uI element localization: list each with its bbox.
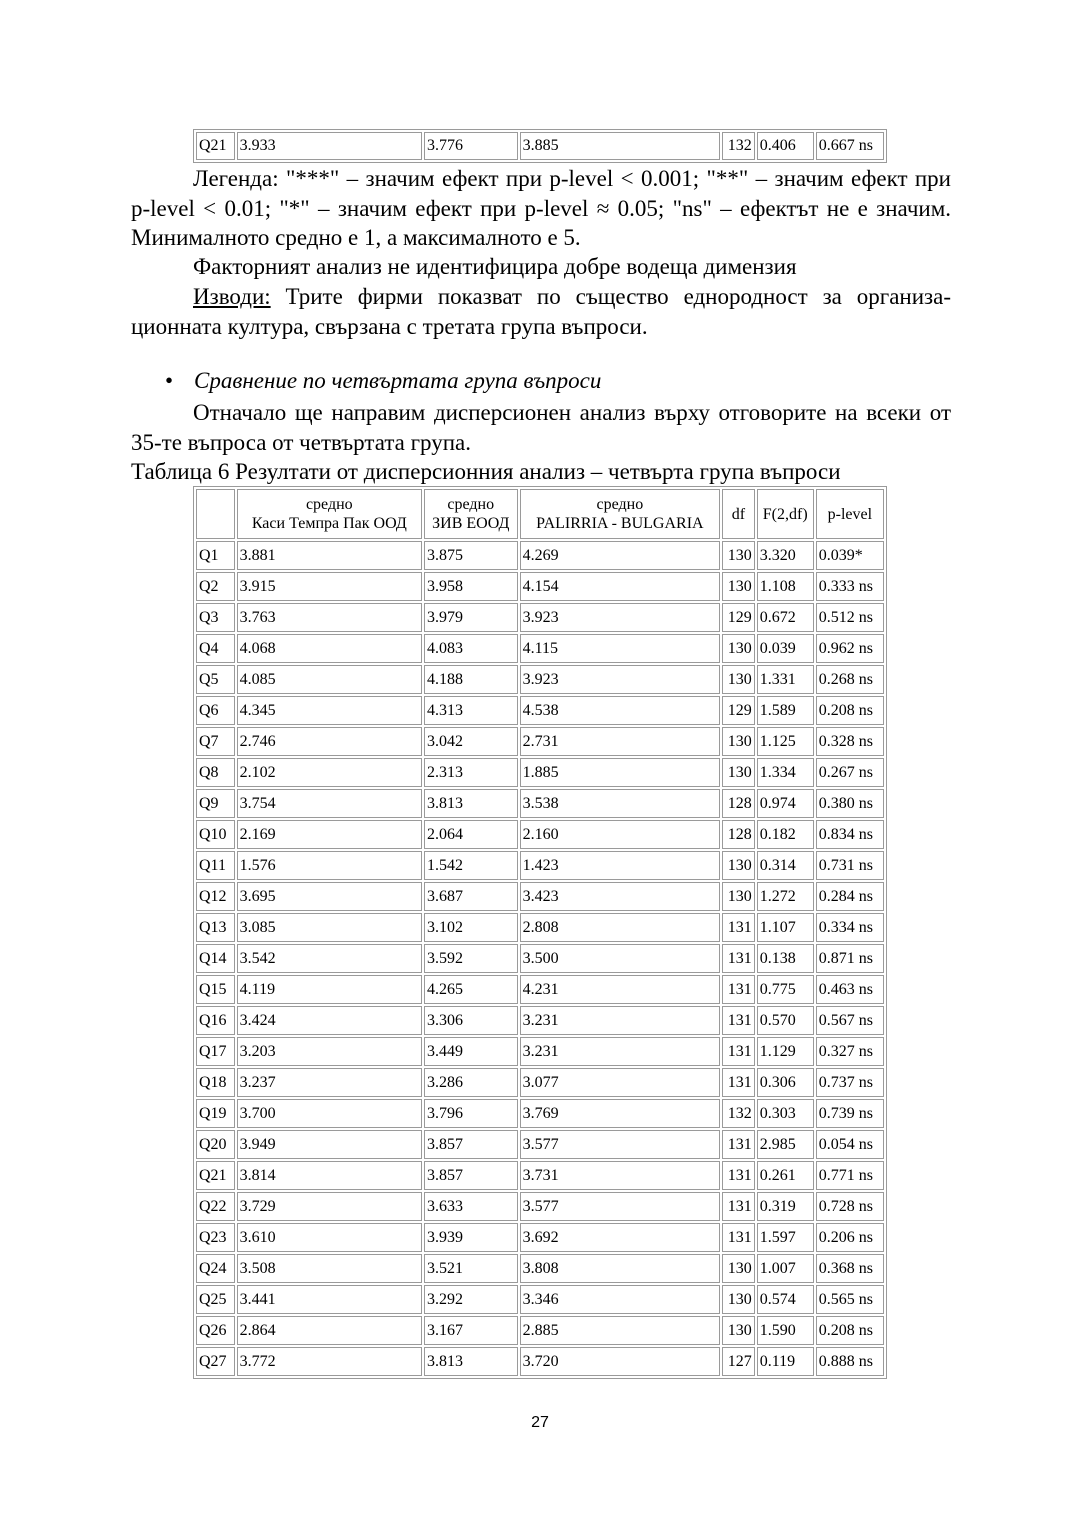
f-value-cell: 0.574 xyxy=(757,1285,814,1314)
table-row xyxy=(196,1099,884,1128)
mean-ziv-cell: 3.939 xyxy=(424,1223,518,1252)
p-level-cell: 0.771 ns xyxy=(816,1161,884,1190)
question-cell: Q1 xyxy=(196,541,235,570)
mean-palirria-cell: 4.269 xyxy=(520,541,721,570)
p-level-cell: 0.284 ns xyxy=(816,882,884,911)
p-level-cell: 0.962 ns xyxy=(816,634,884,663)
mean-palirria-header xyxy=(520,489,721,539)
f-value-cell: 0.775 xyxy=(757,975,814,1004)
header-line: PALIRRIA - BULGARIA xyxy=(536,515,704,532)
df-cell: 130 xyxy=(722,1316,755,1345)
question-cell: Q27 xyxy=(196,1347,235,1376)
factor-note-paragraph xyxy=(131,252,951,282)
p-level-cell: 0.328 ns xyxy=(816,727,884,756)
mean-kasi-tempra-header xyxy=(237,489,422,539)
table-row xyxy=(196,1006,884,1035)
p-level-cell: 0.667 ns xyxy=(816,132,884,160)
table-row xyxy=(196,913,884,942)
mean-ziv-cell: 3.292 xyxy=(424,1285,518,1314)
df-cell: 130 xyxy=(722,882,755,911)
df-cell: 128 xyxy=(722,789,755,818)
table-header-row xyxy=(196,489,884,539)
factor-note-text: Факторният анализ не идентифицира добре водеща димензия xyxy=(193,254,797,279)
question-cell: Q15 xyxy=(196,975,235,1004)
question-cell: Q11 xyxy=(196,851,235,880)
mean-palirria-cell: 4.154 xyxy=(520,572,721,601)
mean-kasi-tempra-cell: 4.085 xyxy=(237,665,422,694)
mean-palirria-cell: 3.423 xyxy=(520,882,721,911)
table-row xyxy=(196,1347,884,1376)
mean-ziv-cell: 3.813 xyxy=(424,789,518,818)
mean-ziv-header xyxy=(424,489,518,539)
mean-ziv-cell: 3.102 xyxy=(424,913,518,942)
mean-kasi-tempra-cell: 3.203 xyxy=(237,1037,422,1066)
mean-kasi-tempra-cell: 3.729 xyxy=(237,1192,422,1221)
mean-ziv-cell: 3.979 xyxy=(424,603,518,632)
p-level-cell: 0.463 ns xyxy=(816,975,884,1004)
df-cell: 130 xyxy=(722,758,755,787)
mean-palirria-cell: 4.115 xyxy=(520,634,721,663)
header-line: средно xyxy=(305,496,353,513)
df-cell: 132 xyxy=(722,1099,755,1128)
df-cell: 131 xyxy=(722,1161,755,1190)
f-value-cell: 1.272 xyxy=(757,882,814,911)
question-cell: Q3 xyxy=(196,603,235,632)
p-level-cell: 0.039* xyxy=(816,541,884,570)
df-cell: 131 xyxy=(722,1037,755,1066)
mean-ziv-cell: 3.042 xyxy=(424,727,518,756)
mean-palirria-cell: 3.769 xyxy=(520,1099,721,1128)
mean-palirria-cell: 3.231 xyxy=(520,1006,721,1035)
table-row xyxy=(196,634,884,663)
df-cell: 132 xyxy=(722,132,755,160)
header-line: Каси Темпра Пак ООД xyxy=(251,515,407,532)
table-row xyxy=(196,1192,884,1221)
table-row xyxy=(196,603,884,632)
header-line: ЗИВ ЕООД xyxy=(432,515,510,532)
table-row xyxy=(196,665,884,694)
df-cell: 131 xyxy=(722,944,755,973)
f-value-cell: 0.319 xyxy=(757,1192,814,1221)
f-value-cell: 0.138 xyxy=(757,944,814,973)
table-row xyxy=(196,975,884,1004)
table-row xyxy=(196,1037,884,1066)
df-cell: 131 xyxy=(722,1223,755,1252)
p-level-cell: 0.739 ns xyxy=(816,1099,884,1128)
table-row xyxy=(196,789,884,818)
mean-palirria-cell: 3.077 xyxy=(520,1068,721,1097)
mean-kasi-tempra-cell: 3.754 xyxy=(237,789,422,818)
blank-header xyxy=(196,489,235,539)
mean-ziv-cell: 3.875 xyxy=(424,541,518,570)
mean-ziv-cell: 3.521 xyxy=(424,1254,518,1283)
table-row xyxy=(196,882,884,911)
f-value-cell: 0.406 xyxy=(757,132,814,160)
mean-palirria-cell: 1.423 xyxy=(520,851,721,880)
mean-kasi-tempra-cell: 3.814 xyxy=(237,1161,422,1190)
mean-palirria-cell: 3.923 xyxy=(520,665,721,694)
mean-ziv-cell: 3.796 xyxy=(424,1099,518,1128)
table-row xyxy=(196,727,884,756)
question-cell: Q23 xyxy=(196,1223,235,1252)
question-cell: Q13 xyxy=(196,913,235,942)
mean-palirria-cell: 2.808 xyxy=(520,913,721,942)
mean-ziv-cell: 3.857 xyxy=(424,1161,518,1190)
p-level-cell: 0.054 ns xyxy=(816,1130,884,1159)
mean-palirria-cell: 4.538 xyxy=(520,696,721,725)
f-value-cell: 1.597 xyxy=(757,1223,814,1252)
question-cell: Q10 xyxy=(196,820,235,849)
p-level-cell: 0.208 ns xyxy=(816,1316,884,1345)
mean-ziv-cell: 2.313 xyxy=(424,758,518,787)
f-value-cell: 2.985 xyxy=(757,1130,814,1159)
question-cell: Q6 xyxy=(196,696,235,725)
mean-kasi-tempra-cell: 3.933 xyxy=(237,132,422,160)
conclusion-text: Трите фирми показват по същество еднородност за организа-ционната култура, свързана с третата група въпроси. xyxy=(131,284,951,339)
question-cell: Q21 xyxy=(196,1161,235,1190)
p-level-cell: 0.871 ns xyxy=(816,944,884,973)
mean-palirria-cell: 2.731 xyxy=(520,727,721,756)
mean-kasi-tempra-cell: 3.542 xyxy=(237,944,422,973)
previous-table-last-row xyxy=(193,129,887,163)
table-row xyxy=(196,696,884,725)
f-value-cell: 0.306 xyxy=(757,1068,814,1097)
p-level-cell: 0.368 ns xyxy=(816,1254,884,1283)
f-value-cell: 0.672 xyxy=(757,603,814,632)
mean-palirria-cell: 3.692 xyxy=(520,1223,721,1252)
mean-palirria-cell: 2.885 xyxy=(520,1316,721,1345)
mean-kasi-tempra-cell: 3.610 xyxy=(237,1223,422,1252)
mean-ziv-cell: 3.592 xyxy=(424,944,518,973)
mean-palirria-cell: 4.231 xyxy=(520,975,721,1004)
mean-ziv-cell: 3.776 xyxy=(424,132,518,160)
header-line: F(2,df) xyxy=(762,505,808,523)
p-level-cell: 0.206 ns xyxy=(816,1223,884,1252)
question-cell: Q7 xyxy=(196,727,235,756)
f-value-cell: 1.334 xyxy=(757,758,814,787)
mean-kasi-tempra-cell: 3.915 xyxy=(237,572,422,601)
mean-kasi-tempra-cell: 4.068 xyxy=(237,634,422,663)
mean-ziv-cell: 4.083 xyxy=(424,634,518,663)
conclusion-label: Изводи: xyxy=(193,284,271,309)
p-level-cell: 0.512 ns xyxy=(816,603,884,632)
df-cell: 129 xyxy=(722,603,755,632)
table-row xyxy=(196,1161,884,1190)
df-cell: 130 xyxy=(722,634,755,663)
question-cell: Q22 xyxy=(196,1192,235,1221)
mean-palirria-cell: 3.577 xyxy=(520,1192,721,1221)
df-cell: 130 xyxy=(722,572,755,601)
f-value-cell: 3.320 xyxy=(757,541,814,570)
p-level-cell: 0.333 ns xyxy=(816,572,884,601)
mean-kasi-tempra-cell: 2.102 xyxy=(237,758,422,787)
df-cell: 130 xyxy=(722,851,755,880)
question-cell: Q19 xyxy=(196,1099,235,1128)
question-cell: Q8 xyxy=(196,758,235,787)
mean-kasi-tempra-cell: 1.576 xyxy=(237,851,422,880)
p-level-cell: 0.888 ns xyxy=(816,1347,884,1376)
mean-ziv-cell: 3.958 xyxy=(424,572,518,601)
df-header xyxy=(722,489,755,539)
p-level-cell: 0.567 ns xyxy=(816,1006,884,1035)
f-value-cell: 0.974 xyxy=(757,789,814,818)
mean-kasi-tempra-cell: 3.508 xyxy=(237,1254,422,1283)
table-row xyxy=(196,1316,884,1345)
header-line: средно xyxy=(596,496,644,513)
f-value-cell: 0.119 xyxy=(757,1347,814,1376)
mean-ziv-cell: 1.542 xyxy=(424,851,518,880)
question-cell: Q21 xyxy=(196,132,235,160)
table-row xyxy=(196,1130,884,1159)
table-caption: Таблица 6 Резултати от дисперсионния анализ – четвърта група въпроси xyxy=(131,459,841,484)
question-cell: Q20 xyxy=(196,1130,235,1159)
mean-kasi-tempra-cell: 2.746 xyxy=(237,727,422,756)
question-cell: Q25 xyxy=(196,1285,235,1314)
mean-kasi-tempra-cell: 3.441 xyxy=(237,1285,422,1314)
f-value-cell: 1.007 xyxy=(757,1254,814,1283)
mean-kasi-tempra-cell: 3.700 xyxy=(237,1099,422,1128)
table-row xyxy=(196,132,884,160)
df-cell: 130 xyxy=(722,727,755,756)
question-cell: Q2 xyxy=(196,572,235,601)
mean-palirria-cell: 3.346 xyxy=(520,1285,721,1314)
df-cell: 130 xyxy=(722,1254,755,1283)
mean-ziv-cell: 3.449 xyxy=(424,1037,518,1066)
p-level-cell: 0.208 ns xyxy=(816,696,884,725)
f-value-cell: 1.331 xyxy=(757,665,814,694)
table-row xyxy=(196,1285,884,1314)
mean-kasi-tempra-cell: 3.772 xyxy=(237,1347,422,1376)
df-cell: 130 xyxy=(722,1285,755,1314)
df-cell: 131 xyxy=(722,1130,755,1159)
legend-text: Легенда: "***" – значим ефект при p-level < 0.001; "**" – значим ефект при p-level < 0.01; "*" – значим ефект при p-level ≈ 0.05; "ns" – ефектът не е значим. Минималното средно е 1, а максималното е 5. xyxy=(131,166,951,250)
df-cell: 131 xyxy=(722,1192,755,1221)
bullet-icon: • xyxy=(165,368,174,393)
question-cell: Q4 xyxy=(196,634,235,663)
conclusion-paragraph xyxy=(131,282,951,341)
mean-kasi-tempra-cell: 3.881 xyxy=(237,541,422,570)
df-cell: 128 xyxy=(722,820,755,849)
p-level-cell: 0.728 ns xyxy=(816,1192,884,1221)
intro-text: Отначало ще направим дисперсионен анализ върху отговорите на всеки от 35-те въпроса от четвъртата група. xyxy=(131,400,951,455)
question-cell: Q16 xyxy=(196,1006,235,1035)
mean-ziv-cell: 3.813 xyxy=(424,1347,518,1376)
mean-palirria-cell: 3.923 xyxy=(520,603,721,632)
table-row xyxy=(196,1068,884,1097)
p-level-header xyxy=(816,489,884,539)
mean-palirria-cell: 3.538 xyxy=(520,789,721,818)
mean-kasi-tempra-cell: 3.085 xyxy=(237,913,422,942)
question-cell: Q5 xyxy=(196,665,235,694)
p-level-cell: 0.731 ns xyxy=(816,851,884,880)
f-value-header xyxy=(757,489,814,539)
question-cell: Q17 xyxy=(196,1037,235,1066)
table-row xyxy=(196,541,884,570)
p-level-cell: 0.380 ns xyxy=(816,789,884,818)
f-value-cell: 1.107 xyxy=(757,913,814,942)
f-value-cell: 1.125 xyxy=(757,727,814,756)
mean-palirria-cell: 3.808 xyxy=(520,1254,721,1283)
mean-ziv-cell: 3.167 xyxy=(424,1316,518,1345)
table-row xyxy=(196,1223,884,1252)
f-value-cell: 0.182 xyxy=(757,820,814,849)
table-row xyxy=(196,1254,884,1283)
mean-palirria-cell: 3.231 xyxy=(520,1037,721,1066)
df-cell: 129 xyxy=(722,696,755,725)
df-cell: 130 xyxy=(722,541,755,570)
f-value-cell: 0.314 xyxy=(757,851,814,880)
p-level-cell: 0.737 ns xyxy=(816,1068,884,1097)
mean-ziv-cell: 2.064 xyxy=(424,820,518,849)
mean-ziv-cell: 4.265 xyxy=(424,975,518,1004)
anova-results-table xyxy=(193,486,887,1379)
mean-palirria-cell: 3.577 xyxy=(520,1130,721,1159)
question-cell: Q14 xyxy=(196,944,235,973)
mean-palirria-cell: 1.885 xyxy=(520,758,721,787)
f-value-cell: 1.108 xyxy=(757,572,814,601)
mean-ziv-cell: 3.857 xyxy=(424,1130,518,1159)
mean-ziv-cell: 3.306 xyxy=(424,1006,518,1035)
question-cell: Q24 xyxy=(196,1254,235,1283)
intro-paragraph xyxy=(131,398,951,457)
question-cell: Q18 xyxy=(196,1068,235,1097)
p-level-cell: 0.334 ns xyxy=(816,913,884,942)
f-value-cell: 0.261 xyxy=(757,1161,814,1190)
p-level-cell: 0.565 ns xyxy=(816,1285,884,1314)
section-heading: Сравнение по четвъртата група въпроси xyxy=(194,368,602,393)
question-cell: Q26 xyxy=(196,1316,235,1345)
mean-ziv-cell: 3.633 xyxy=(424,1192,518,1221)
df-cell: 131 xyxy=(722,975,755,1004)
question-cell: Q12 xyxy=(196,882,235,911)
mean-kasi-tempra-cell: 4.119 xyxy=(237,975,422,1004)
f-value-cell: 1.590 xyxy=(757,1316,814,1345)
legend-paragraph xyxy=(131,164,951,253)
mean-kasi-tempra-cell: 3.237 xyxy=(237,1068,422,1097)
mean-kasi-tempra-cell: 3.763 xyxy=(237,603,422,632)
page-number: 27 xyxy=(531,1414,549,1431)
df-cell: 127 xyxy=(722,1347,755,1376)
p-level-cell: 0.268 ns xyxy=(816,665,884,694)
mean-ziv-cell: 4.188 xyxy=(424,665,518,694)
f-value-cell: 1.129 xyxy=(757,1037,814,1066)
p-level-cell: 0.327 ns xyxy=(816,1037,884,1066)
table-row xyxy=(196,758,884,787)
mean-ziv-cell: 3.286 xyxy=(424,1068,518,1097)
table-row xyxy=(196,572,884,601)
mean-kasi-tempra-cell: 2.864 xyxy=(237,1316,422,1345)
p-level-cell: 0.267 ns xyxy=(816,758,884,787)
mean-palirria-cell: 2.160 xyxy=(520,820,721,849)
f-value-cell: 1.589 xyxy=(757,696,814,725)
p-level-cell: 0.834 ns xyxy=(816,820,884,849)
mean-kasi-tempra-cell: 3.695 xyxy=(237,882,422,911)
header-line: df xyxy=(731,505,746,523)
table-row xyxy=(196,820,884,849)
df-cell: 131 xyxy=(722,913,755,942)
df-cell: 131 xyxy=(722,1006,755,1035)
question-cell: Q9 xyxy=(196,789,235,818)
mean-ziv-cell: 4.313 xyxy=(424,696,518,725)
mean-kasi-tempra-cell: 3.424 xyxy=(237,1006,422,1035)
header-line: p-level xyxy=(827,505,873,523)
table-row xyxy=(196,851,884,880)
mean-palirria-cell: 3.500 xyxy=(520,944,721,973)
mean-palirria-cell: 3.731 xyxy=(520,1161,721,1190)
mean-palirria-cell: 3.720 xyxy=(520,1347,721,1376)
f-value-cell: 0.039 xyxy=(757,634,814,663)
df-cell: 130 xyxy=(722,665,755,694)
mean-kasi-tempra-cell: 2.169 xyxy=(237,820,422,849)
mean-ziv-cell: 3.687 xyxy=(424,882,518,911)
mean-kasi-tempra-cell: 3.949 xyxy=(237,1130,422,1159)
header-line: средно xyxy=(447,496,495,513)
table-row xyxy=(196,944,884,973)
mean-palirria-cell: 3.885 xyxy=(520,132,721,160)
df-cell: 131 xyxy=(722,1068,755,1097)
f-value-cell: 0.303 xyxy=(757,1099,814,1128)
mean-kasi-tempra-cell: 4.345 xyxy=(237,696,422,725)
f-value-cell: 0.570 xyxy=(757,1006,814,1035)
